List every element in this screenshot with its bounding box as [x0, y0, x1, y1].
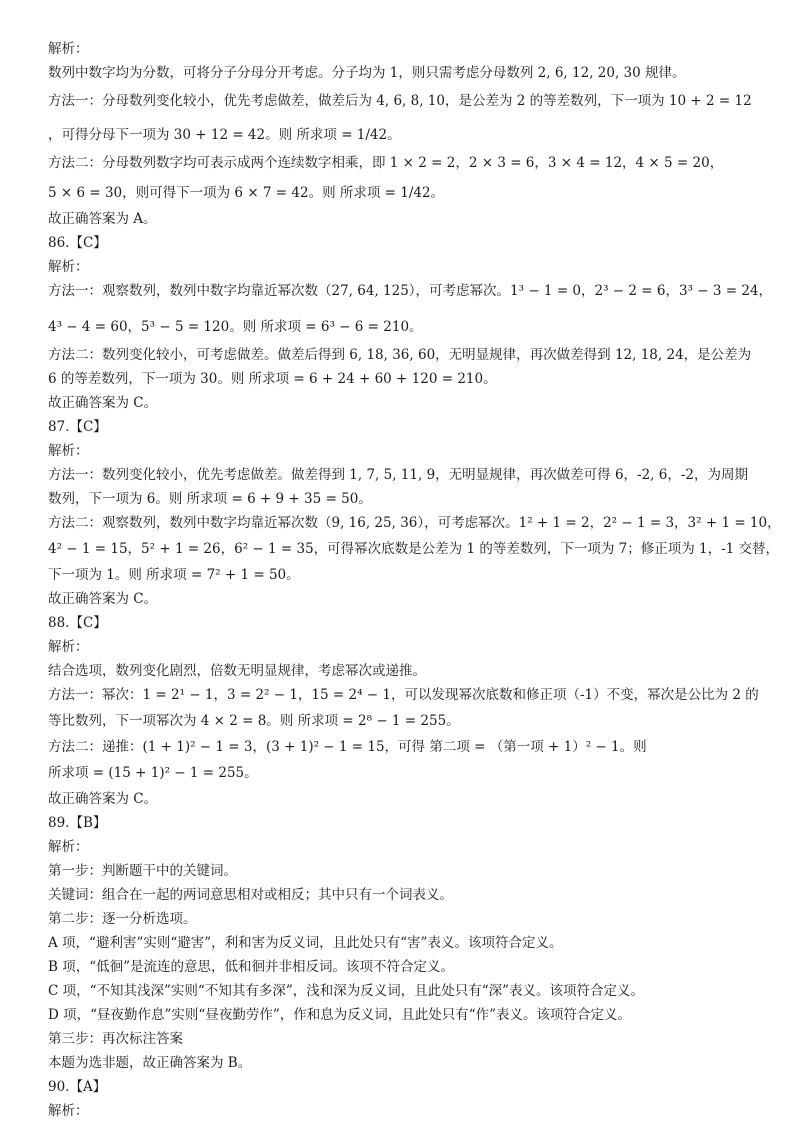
text-line: 结合选项，数列变化剧烈，倍数无明显规律，考虑幂次或递推。 — [48, 663, 426, 679]
option-a-analysis: A 项，“避利害”实则“避害”，利和害为反义词，且此处只有“害”表义。该项符合定义。 — [48, 935, 563, 951]
text-line: 解析： — [48, 443, 89, 459]
text-line: 解析： — [48, 259, 89, 275]
text-line: 5 × 6 = 30，则可得下一项为 6 × 7 = 42。则 所求项 = 1/42。 — [48, 185, 445, 201]
text-line: 故正确答案为 C。 — [48, 591, 158, 607]
question-number: 89.【B】 — [48, 815, 107, 831]
option-c-analysis: C 项，“不知其浅深”实则“不知其有多深”，浅和深为反义词，且此处只有“深”表义。该项符合定义。 — [48, 983, 645, 999]
text-line: 方法一：分母数列变化较小，优先考虑做差，做差后为 4, 6, 8, 10，是公差为 2 的等差数列，下一项为 10 + 2 = 12 — [48, 93, 752, 109]
question-number: 86.【C】 — [48, 235, 107, 251]
text-line: 第一步：判断题干中的关键词。 — [48, 863, 237, 879]
text-line: 方法二：观察数列，数列中数字均靠近幂次数（9, 16, 25, 36），可考虑幂次。1² + 1 = 2，2² − 1 = 3，3² + 1 = 10， — [48, 515, 781, 531]
text-line: 故正确答案为 C。 — [48, 791, 158, 807]
text-line: 下一项为 1。则 所求项 = 7² + 1 = 50。 — [48, 567, 300, 583]
text-line: 第三步：再次标注答案 — [48, 1031, 183, 1047]
option-d-analysis: D 项，“昼夜勤作息”实则“昼夜勤劳作”，作和息为反义词，且此处只有“作”表义。该项符合定义。 — [48, 1007, 632, 1023]
text-line: 解析： — [48, 41, 89, 57]
question-number: 90.【A】 — [48, 1079, 107, 1095]
text-line: 方法一：数列变化较小，优先考虑做差。做差得到 1, 7, 5, 11, 9，无明显规律，再次做差可得 6，-2, 6，-2，为周期 — [48, 467, 749, 483]
question-number: 88.【C】 — [48, 615, 107, 631]
text-line: 方法一：观察数列，数列中数字均靠近幂次数（27, 64, 125），可考虑幂次。1³ − 1 = 0，2³ − 2 = 6，3³ − 3 = 24， — [48, 283, 773, 299]
text-line: 数列中数字均为分数，可将分子分母分开考虑。分子均为 1，则只需考虑分母数列 2, 6, 12, 20, 30 规律。 — [48, 65, 686, 81]
text-line: 解析： — [48, 1103, 89, 1119]
text-line: 故正确答案为 C。 — [48, 395, 158, 411]
text-line: 方法二：递推：(1 + 1)² − 1 = 3，(3 + 1)² − 1 = 15，可得 第二项 = （第一项 + 1）² − 1。则 — [48, 739, 647, 755]
text-line: 方法一：幂次：1 = 2¹ − 1，3 = 2² − 1，15 = 2⁴ − 1，可以发现幂次底数和修正项（-1）不变，幂次是公比为 2 的 — [48, 687, 759, 703]
text-line: 4³ − 4 = 60，5³ − 5 = 120。则 所求项 = 6³ − 6 = 210。 — [48, 319, 423, 335]
text-line: ，可得分母下一项为 30 + 12 = 42。则 所求项 = 1/42。 — [48, 127, 401, 143]
text-line: 关键词：组合在一起的两词意思相对或相反；其中只有一个词表义。 — [48, 887, 453, 903]
text-line: 故正确答案为 A。 — [48, 211, 157, 227]
question-number: 87.【C】 — [48, 419, 107, 435]
text-line: 第二步：逐一分析选项。 — [48, 911, 197, 927]
text-line: 解析： — [48, 639, 89, 655]
text-line: 数列，下一项为 6。则 所求项 = 6 + 9 + 35 = 50。 — [48, 491, 372, 507]
option-b-analysis: B 项，“低徊”是流连的意思，低和徊并非相反词。该项不符合定义。 — [48, 959, 455, 975]
text-line: 等比数列，下一项幂次为 4 × 2 = 8。则 所求项 = 2⁸ − 1 = 255。 — [48, 713, 460, 729]
text-line: 4² − 1 = 15，5² + 1 = 26，6² − 1 = 35，可得幂次底数是公差为 1 的等差数列，下一项为 7；修正项为 1，-1 交替， — [48, 541, 780, 557]
text-line: 解析： — [48, 839, 89, 855]
text-line: 所求项 = (15 + 1)² − 1 = 255。 — [48, 765, 258, 781]
text-line: 方法二：数列变化较小，可考虑做差。做差后得到 6, 18, 36, 60，无明显规律，再次做差得到 12, 18, 24，是公差为 — [48, 347, 752, 363]
text-line: 本题为选非题，故正确答案为 B。 — [48, 1055, 252, 1071]
text-line: 6 的等差数列，下一项为 30。则 所求项 = 6 + 24 + 60 + 120 = 210。 — [48, 371, 497, 387]
text-line: 方法二：分母数列数字均可表示成两个连续数字相乘，即 1 × 2 = 2，2 × 3 = 6，3 × 4 = 12，4 × 5 = 20， — [48, 155, 724, 171]
